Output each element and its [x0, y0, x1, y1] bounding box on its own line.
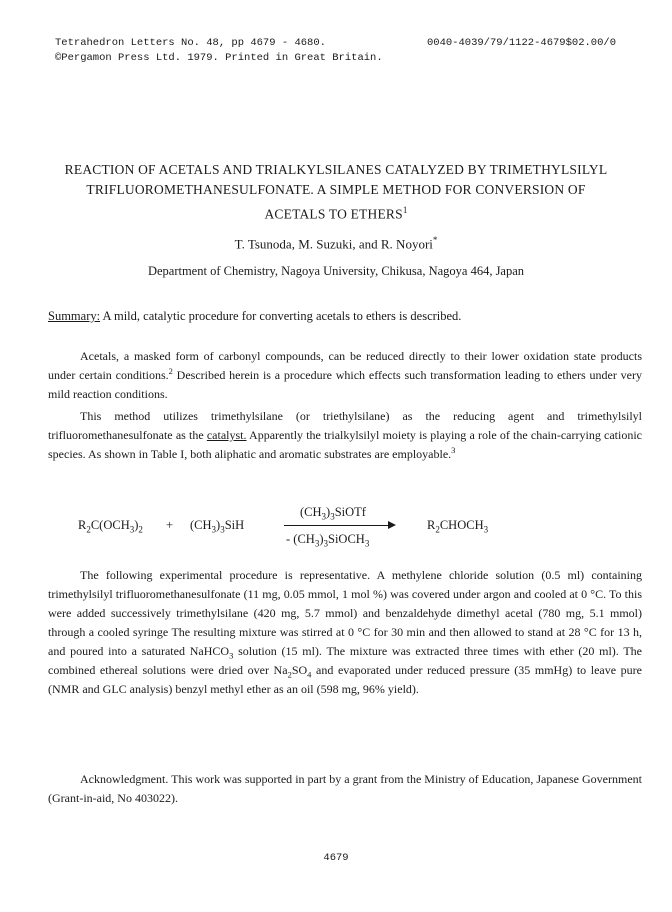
title-line-1: REACTION OF ACETALS AND TRIALKYLSILANES CATALYZED BY TRIMETHYLSILYL	[64, 162, 608, 177]
plus-sign: +	[166, 518, 174, 532]
journal-line: Tetrahedron Letters No. 48, pp 4679 - 4680.	[55, 37, 326, 49]
product-ether: $R_2CHOCH_3$	[427, 518, 489, 535]
reactant-acetal: $R_2C(OCH_3)_2$	[78, 518, 143, 535]
reaction-arrow-shaft	[284, 525, 392, 526]
summary	[48, 307, 638, 325]
paragraph-1: Acetals, a masked form of carbonyl compounds, can be reduced directly to their lower oxidation state products under certain conditions.$^2$ Described herein is a procedure which effects such transformation leading to ethers under very mild reaction conditions.	[48, 349, 642, 401]
reaction-arrow-head	[388, 521, 396, 529]
article-title	[20, 160, 652, 225]
corresponding-mark: *	[432, 235, 438, 245]
title-footnote-mark: 1	[402, 205, 408, 215]
acknowledgment: Acknowledgment. This work was supported in part by a grant from the Ministry of Education, Japanese Government (Grant-in-aid, No 403022).	[48, 772, 642, 805]
catalyst-word: catalyst.	[206, 428, 247, 442]
byproduct-label: - $(CH_3)_3SiOCH_3$	[286, 532, 370, 549]
reactant-silane: $(CH_3)_3SiH$	[190, 518, 245, 535]
title-line-3: ACETALS TO ETHERS$^1$	[264, 205, 408, 222]
article-code: 0040-4039/79/1122-4679$02.00/0	[426, 37, 616, 49]
paragraph-3: The following experimental procedure is representative. A methylene chloride solution (0.5 ml) containing trimethylsilyl trifluoromethanesulfonate (11 mg, 0.05 mmol, 1 mol %) was covered under argon and cooled at 0 °C. To this were added successively trimethylsilane (420 mg, 5.7 mmol) and benzaldehyde dimethyl acetal (780 mg, 5.1 mmol) through a cooled syringe The resulting mixture was stirred at 0 °C for 30 min and then allowed to stand at 28 °C for 13 h, and poured into a saturated NaHCO$_3$ solution (15 ml). The mixture was extracted three times with ether (20 ml). The combined ethereal solutions were dried over $Na_2SO_4$ and evaporated under reduced pressure (35 mmHg) to leave pure (NMR and GLC analysis) benzyl methyl ether as an oil (598 mg, 96% yield).	[48, 568, 642, 696]
summary-text: A mild, catalytic procedure for converting acetals to ethers is described.	[100, 309, 462, 323]
ref-2: 2	[168, 366, 173, 376]
journal-header	[55, 36, 383, 66]
authors: T. Tsunoda, M. Suzuki, and R. Noyori*	[234, 235, 438, 252]
page-number: 4679	[323, 852, 349, 864]
paragraph-2: This method utilizes trimethylsilane (or triethylsilane) as the reducing agent and trimethylsilyl trifluoromethanesulfonate as the catalyst. Apparently the trialkylsilyl moiety is playing a role of the chain-carrying cationic species. As shown in Table I, both aliphatic and aromatic substrates are employable.$^3$	[48, 409, 643, 461]
publisher-line: ©Pergamon Press Ltd. 1979. Printed in Great Britain.	[55, 52, 383, 64]
title-line-2: TRIFLUOROMETHANESULFONATE. A SIMPLE METHOD FOR CONVERSION OF	[86, 182, 586, 197]
ref-3: 3	[451, 445, 456, 455]
affiliation: Department of Chemistry, Nagoya University, Chikusa, Nagoya 464, Japan	[147, 264, 525, 278]
catalyst-label: $(CH_3)_3SiOTf$	[300, 505, 366, 522]
summary-label: Summary:	[48, 309, 101, 323]
reaction-equation	[0, 505, 672, 555]
